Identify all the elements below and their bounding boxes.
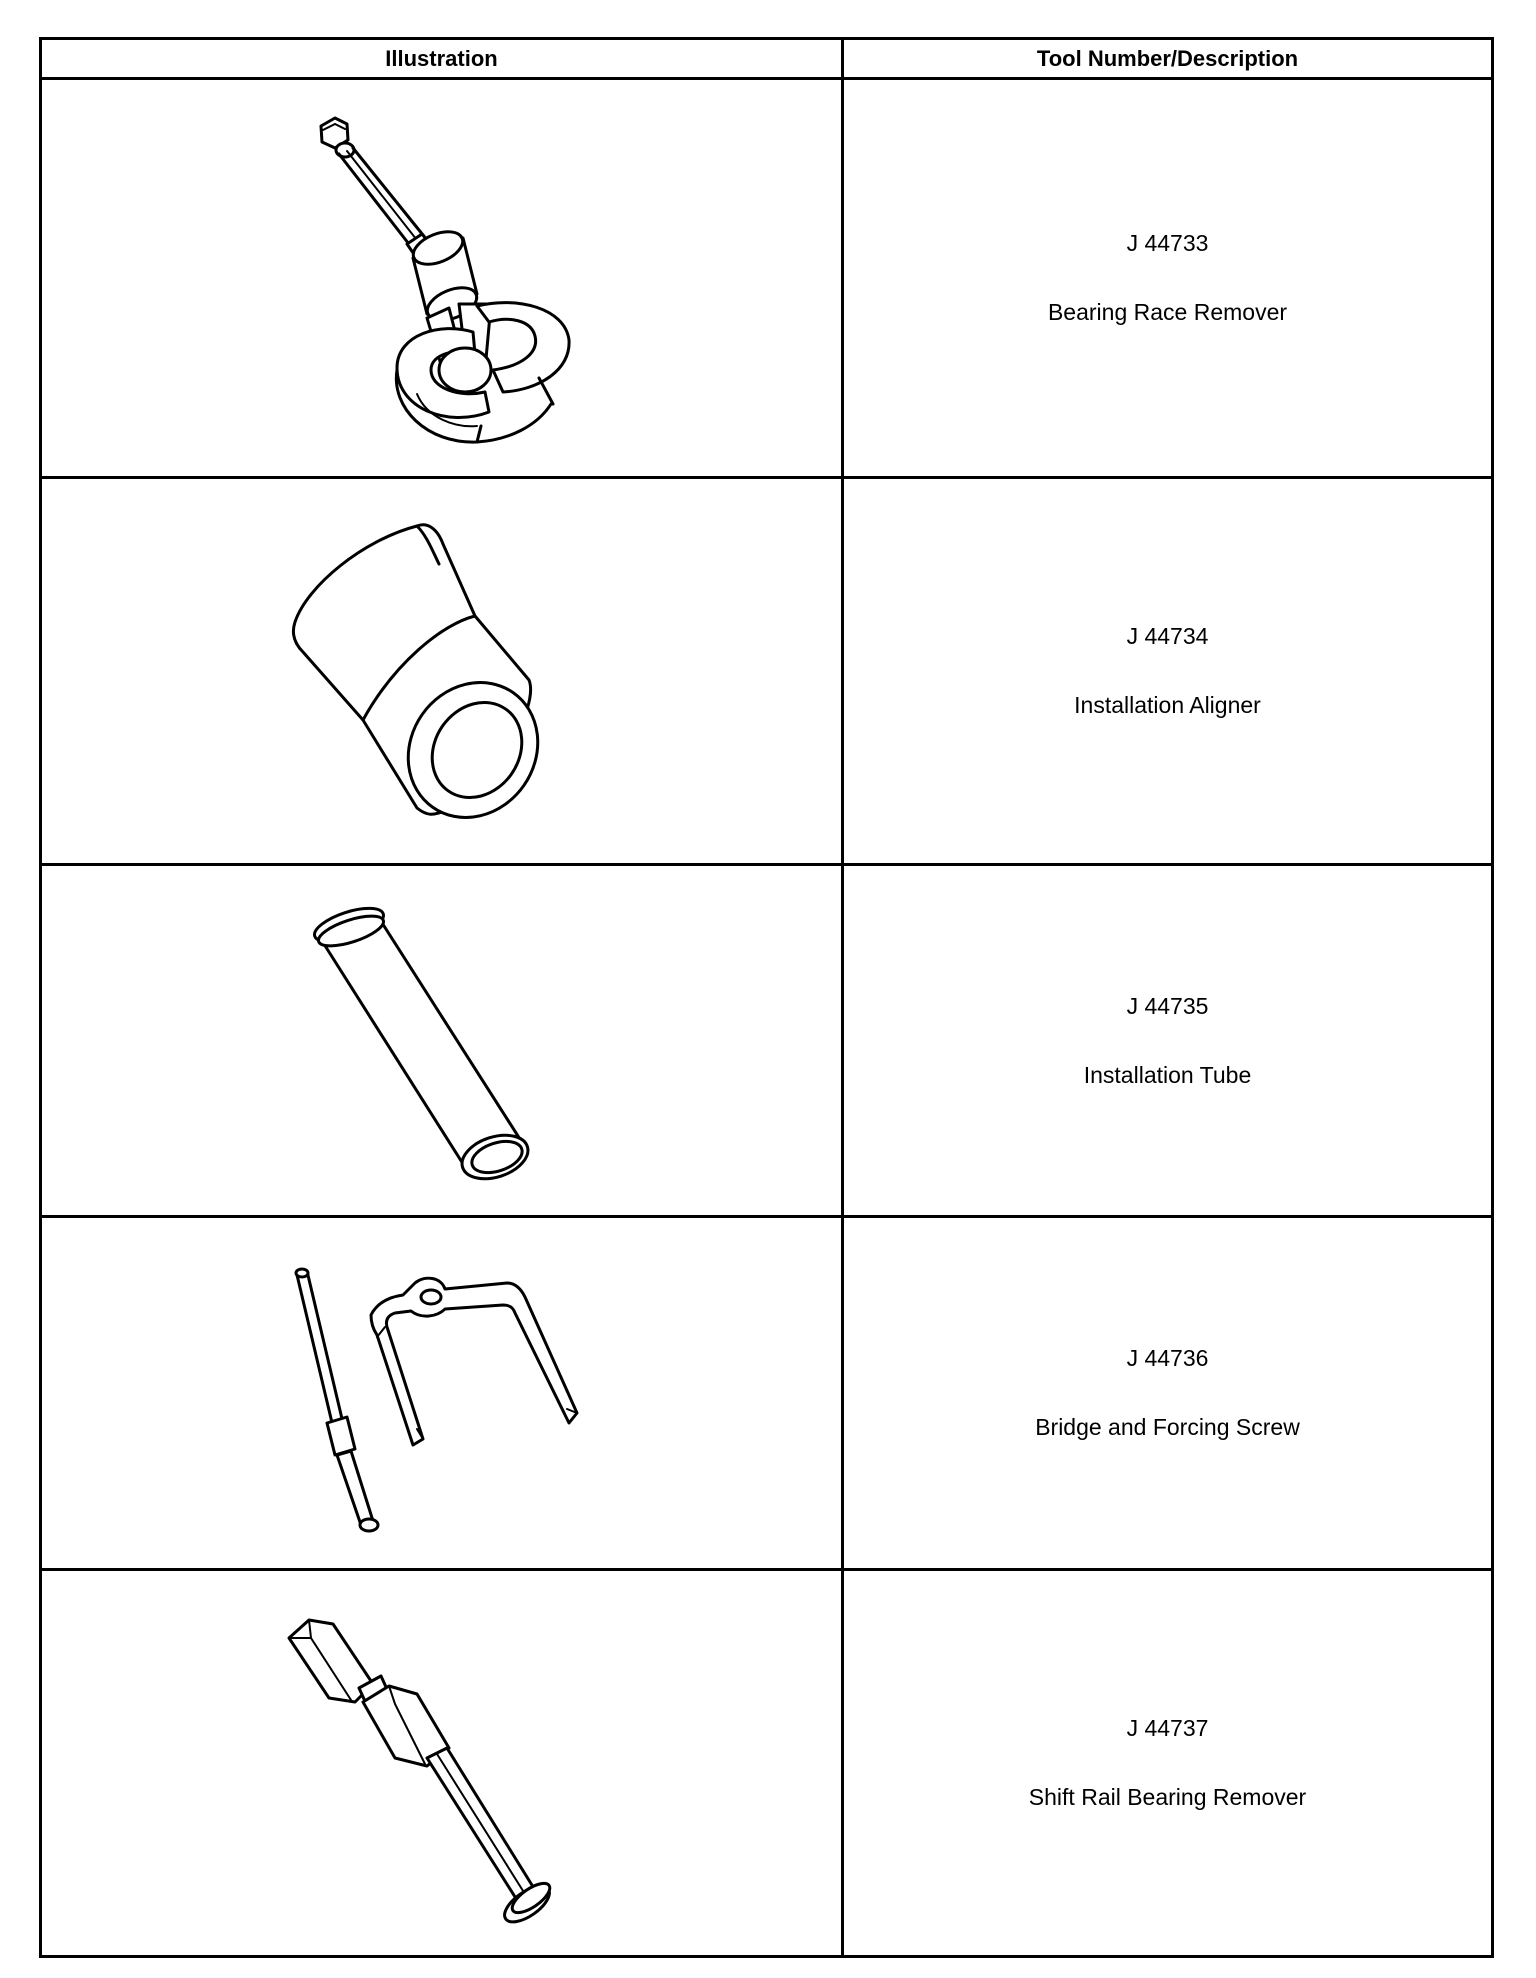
tool-name: Installation Aligner <box>1074 691 1261 718</box>
tool-description-cell <box>843 1569 1493 1956</box>
table-row <box>41 865 1493 1217</box>
bridge-forcing-screw-illustration <box>277 1243 607 1543</box>
tool-name: Installation Tube <box>1083 1061 1252 1088</box>
bearing-race-remover-illustration <box>277 108 607 448</box>
tool-number: J 44737 <box>1126 1714 1209 1741</box>
illustration-cell <box>41 865 843 1217</box>
table-row <box>41 1217 1493 1569</box>
column-header-tool-description: Tool Number/Description <box>843 39 1493 79</box>
illustration-cell <box>41 1569 843 1956</box>
illustration-cell <box>41 477 843 864</box>
column-header-illustration: Illustration <box>41 39 843 79</box>
tool-name: Shift Rail Bearing Remover <box>1028 1783 1307 1810</box>
tool-number: J 44734 <box>1126 622 1209 649</box>
tool-name: Bridge and Forcing Screw <box>1035 1414 1300 1441</box>
tool-description-cell <box>843 477 1493 864</box>
table-row <box>41 477 1493 864</box>
tool-description-cell <box>843 79 1493 478</box>
tool-number: J 44736 <box>1126 1345 1209 1372</box>
installation-tube-illustration <box>277 891 607 1191</box>
tool-table <box>39 37 1494 1958</box>
illustration-cell <box>41 1217 843 1569</box>
table-header-row <box>41 39 1493 79</box>
shift-rail-bearing-remover-illustration <box>277 1598 607 1928</box>
illustration-cell <box>41 79 843 478</box>
tool-number: J 44735 <box>1126 992 1209 1019</box>
installation-aligner-illustration <box>277 506 607 836</box>
table-row <box>41 1569 1493 1956</box>
tool-description-cell <box>843 865 1493 1217</box>
tool-name: Bearing Race Remover <box>1047 298 1288 325</box>
tool-description-cell <box>843 1217 1493 1569</box>
tool-number: J 44733 <box>1126 229 1209 256</box>
table-row <box>41 79 1493 478</box>
